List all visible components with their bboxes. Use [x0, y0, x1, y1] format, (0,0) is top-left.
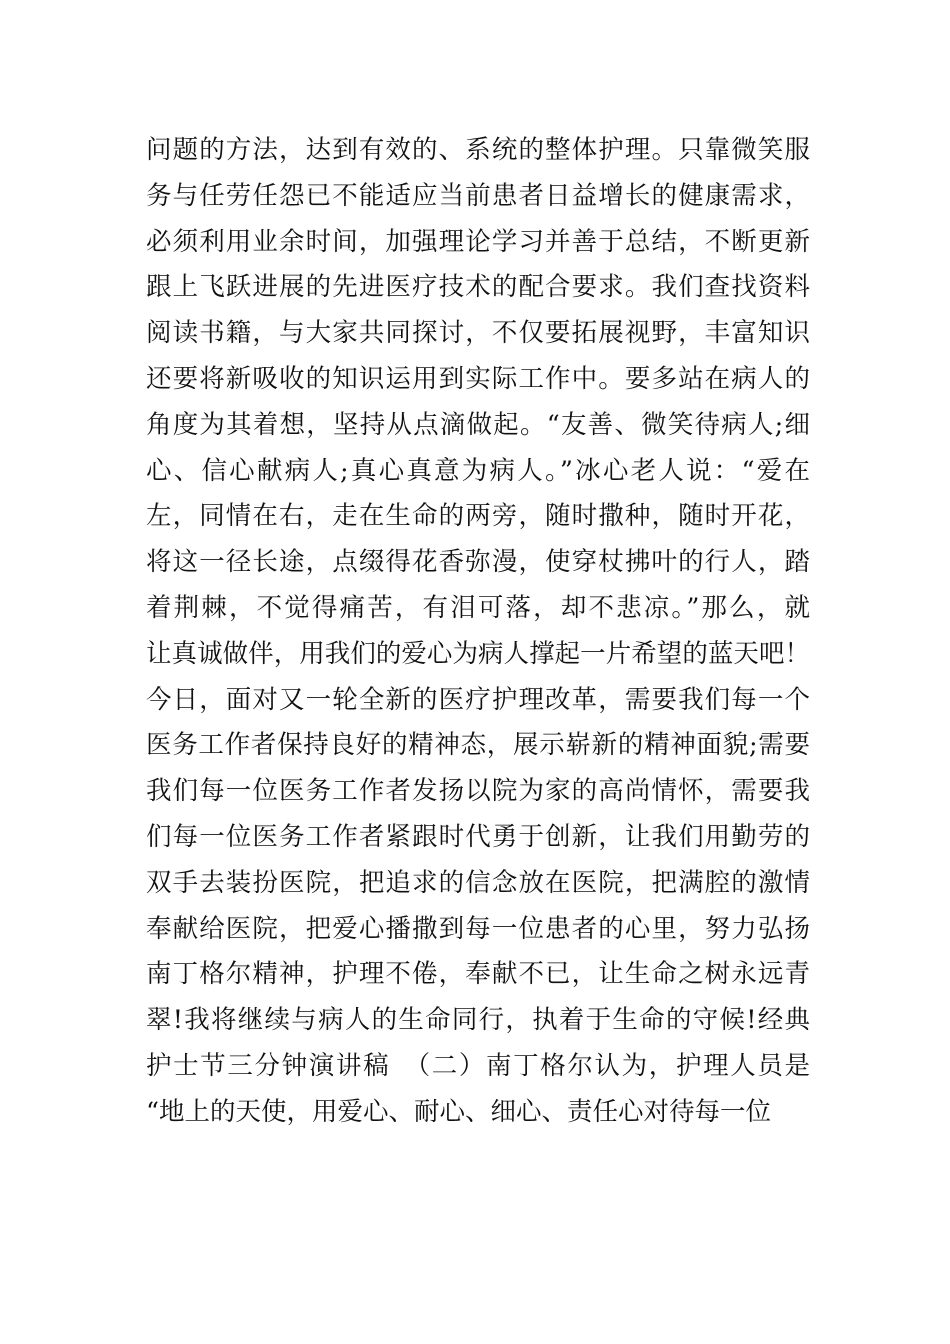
text-line: 角度为其着想，坚持从点滴做起。“友善、微笑待病人;细 — [146, 409, 810, 440]
text-line: 护士节三分钟演讲稿 （二）南丁格尔认为，护理人员是 — [146, 1050, 810, 1081]
text-line: 今日，面对又一轮全新的医疗护理改革，需要我们每一个 — [146, 684, 810, 715]
text-line: 我们每一位医务工作者发扬以院为家的高尚情怀，需要我 — [146, 776, 810, 807]
text-line: “地上的天使，用爱心、耐心、细心、责任心对待每一位 — [146, 1096, 772, 1127]
text-line: 医务工作者保持良好的精神态，展示崭新的精神面貌;需要 — [146, 730, 810, 761]
text-line: 着荆棘，不觉得痛苦，有泪可落，却不悲凉。”那么，就 — [146, 592, 810, 623]
body-text — [146, 128, 810, 1136]
text-line: 心、信心献病人;真心真意为病人。”冰心老人说：“爱在 — [146, 455, 810, 486]
text-line: 们每一位医务工作者紧跟时代勇于创新，让我们用勤劳的 — [146, 821, 810, 852]
text-line: 南丁格尔精神，护理不倦，奉献不已，让生命之树永远青 — [146, 959, 810, 990]
text-line: 让真诚做伴，用我们的爱心为病人撑起一片希望的蓝天吧！ — [146, 638, 810, 669]
text-line: 阅读书籍，与大家共同探讨，不仅要拓展视野，丰富知识 — [146, 318, 810, 349]
text-line: 奉献给医院，把爱心播撒到每一位患者的心里，努力弘扬 — [146, 913, 810, 944]
text-line: 必须利用业余时间，加强理论学习并善于总结，不断更新 — [146, 226, 810, 257]
text-line: 翠!我将继续与病人的生命同行，执着于生命的守候!经典 — [146, 1005, 810, 1036]
text-line: 务与任劳任怨已不能适应当前患者日益增长的健康需求， — [146, 180, 810, 211]
text-line: 还要将新吸收的知识运用到实际工作中。要多站在病人的 — [146, 363, 810, 394]
text-line: 将这一径长途，点缀得花香弥漫，使穿杖拂叶的行人，踏 — [146, 547, 810, 578]
text-line: 左，同情在右，走在生命的两旁，随时撒种，随时开花， — [146, 501, 810, 532]
text-line: 双手去装扮医院，把追求的信念放在医院，把满腔的激情 — [146, 867, 810, 898]
text-line: 问题的方法，达到有效的、系统的整体护理。只靠微笑服 — [146, 135, 810, 165]
text-line: 跟上飞跃进展的先进医疗技术的配合要求。我们查找资料 — [146, 272, 810, 303]
